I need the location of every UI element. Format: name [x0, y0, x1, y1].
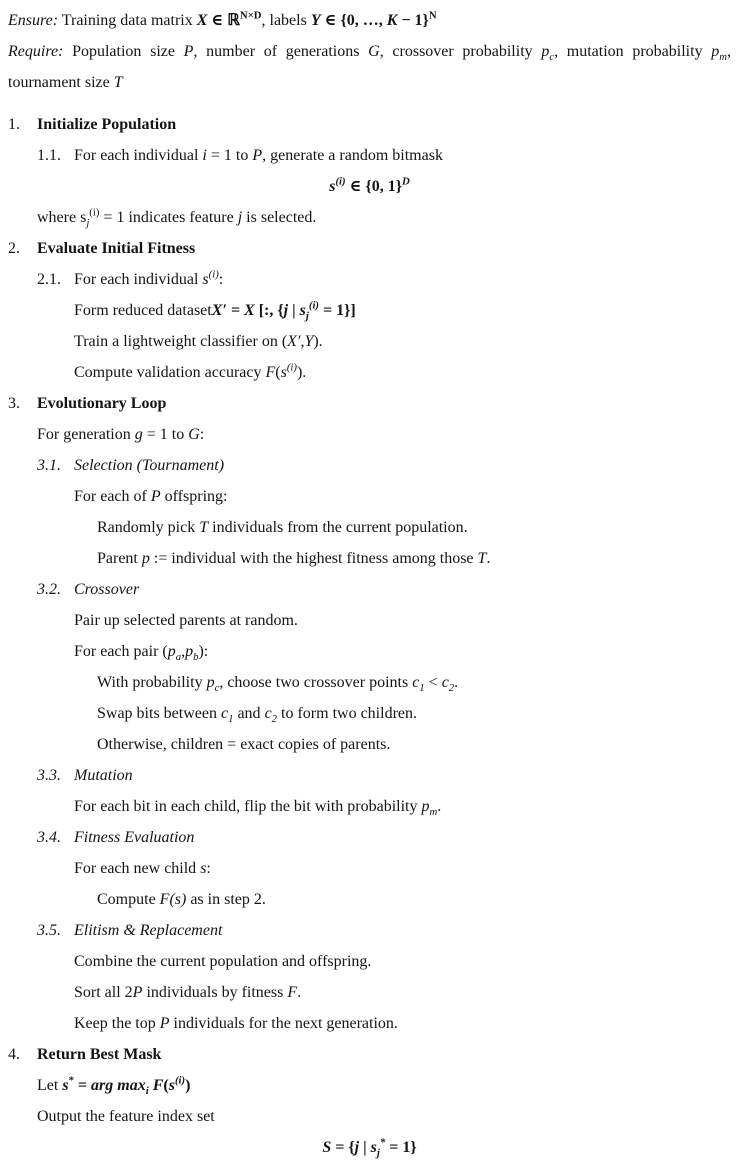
text-segment: Output the feature index set [37, 1108, 215, 1125]
text-segment: to form two children. [277, 705, 417, 722]
text-segment: [ [254, 302, 265, 319]
text-segment: Pair up selected parents at random. [74, 612, 298, 629]
text-segment: 2 [448, 682, 455, 695]
text-segment: Population size [63, 43, 184, 60]
text-segment: (i) [174, 1074, 186, 1087]
text-segment: P [252, 147, 263, 164]
text-segment: Crossover [74, 581, 140, 598]
text-segment: Compute validation accuracy [74, 364, 266, 381]
text-segment: ): [198, 643, 209, 660]
text-segment: , choose two crossover points [219, 674, 413, 691]
text-segment: ( [275, 364, 281, 381]
text-segment: p [711, 43, 720, 60]
text-segment: , [727, 43, 732, 60]
text-segment: T [477, 550, 487, 567]
text-segment: and [233, 705, 265, 722]
text-segment: c [549, 51, 555, 64]
step-3-2-heading [8, 574, 731, 605]
text-segment: s [299, 302, 306, 319]
text-segment: Mutation [74, 767, 133, 784]
text-segment: Training data matrix [58, 12, 197, 29]
text-segment: Initialize Population [37, 116, 177, 133]
text-segment: } [410, 1139, 417, 1156]
text-segment: = 1 to [142, 426, 189, 443]
text-segment: , [181, 643, 186, 660]
text-segment: p [541, 43, 550, 60]
crossover-points-line [8, 667, 731, 698]
validation-accuracy-line [8, 357, 731, 388]
argmax-line [8, 1070, 731, 1101]
parent-select-line [8, 543, 731, 574]
step-3-1-heading [8, 450, 731, 481]
text-segment: : [218, 271, 224, 288]
step-4-heading [8, 1039, 731, 1070]
text-segment: , number of generations [193, 43, 369, 60]
text-segment: For each individual [74, 147, 203, 164]
where-line [8, 202, 731, 233]
step-number: 3.5. [37, 922, 61, 939]
text-segment: Train a lightweight classifier on ( [74, 333, 288, 350]
text-segment: Swap bits between [97, 705, 221, 722]
text-segment: arg max [91, 1077, 146, 1094]
step-1-1-line [8, 140, 731, 171]
each-pair-line [8, 636, 731, 667]
text-segment: as in step 2. [186, 891, 266, 908]
step-number: 3. [8, 395, 20, 412]
text-segment: Selection (Tournament) [74, 457, 225, 474]
step-number: 2.1. [37, 271, 61, 288]
text-segment: For generation [37, 426, 135, 443]
text-segment: c [220, 705, 229, 722]
step-3-5-heading [8, 915, 731, 946]
text-segment: P [132, 984, 143, 1001]
text-segment: : [206, 860, 211, 877]
text-segment: is selected. [242, 209, 317, 226]
text-segment: (i) [308, 299, 319, 312]
text-segment: :, { [264, 302, 284, 319]
text-segment: s [329, 178, 336, 195]
require-line-2 [8, 67, 731, 98]
text-segment: G [368, 43, 380, 60]
text-segment: . [454, 674, 459, 691]
text-segment: T [199, 519, 209, 536]
text-segment: := individual with the highest fitness among those [149, 550, 478, 567]
text-segment: Parent [97, 550, 142, 567]
text-segment: p [421, 798, 430, 815]
text-segment: F [287, 984, 298, 1001]
text-segment: s [200, 860, 207, 877]
text-segment: = 1 [385, 1139, 411, 1156]
text-segment: X′ = X [211, 302, 255, 319]
text-segment: | [359, 1139, 371, 1156]
text-segment: 1 [228, 713, 234, 726]
text-segment: = 1 to [206, 147, 253, 164]
text-segment: ) [185, 1077, 191, 1094]
text-segment: = 1 indicates feature [99, 209, 238, 226]
text-segment: s [168, 1077, 175, 1094]
text-segment: Evolutionary Loop [37, 395, 167, 412]
text-segment: i [145, 1085, 149, 1098]
text-segment: F(s) [159, 891, 187, 908]
text-segment: With probability [97, 674, 207, 691]
text-segment: X′ [287, 333, 301, 350]
text-segment: P [183, 43, 194, 60]
text-segment: Combine the current population and offspring. [74, 953, 372, 970]
text-segment: 2 [271, 713, 278, 726]
text-segment: | [288, 302, 300, 319]
otherwise-line [8, 729, 731, 760]
text-segment: where s [37, 209, 87, 226]
text-segment: c [264, 705, 272, 722]
text-segment: Let [37, 1077, 63, 1094]
step-3-heading [8, 388, 731, 419]
text-segment: Keep the top [74, 1015, 160, 1032]
text-segment: . [297, 984, 302, 1001]
step-2-heading [8, 233, 731, 264]
step-number: 3.4. [37, 829, 61, 846]
text-segment: Y [310, 12, 321, 29]
text-segment: K [386, 12, 398, 29]
keep-top-line [8, 1008, 731, 1039]
bitmask-equation [8, 171, 731, 202]
text-segment: ). [313, 333, 323, 350]
compute-fitness-line [8, 884, 731, 915]
text-segment: ∈ {0, …, [320, 12, 387, 29]
text-segment: = { [331, 1139, 355, 1156]
text-segment: i [202, 147, 207, 164]
swap-bits-line [8, 698, 731, 729]
text-segment: m [719, 51, 728, 64]
text-segment: (i) [335, 175, 346, 188]
text-segment: S [322, 1139, 332, 1156]
step-1-heading [8, 109, 731, 140]
text-segment: For each bit in each child, flip the bit with probability [74, 798, 422, 815]
text-segment: Evaluate Initial Fitness [37, 240, 196, 257]
text-segment: Fitness Evaluation [74, 829, 195, 846]
text-segment: s [202, 271, 209, 288]
text-segment: g [134, 426, 143, 443]
text-segment: X [196, 12, 208, 29]
text-segment: F [265, 364, 276, 381]
text-segment: tournament size [8, 74, 114, 91]
text-segment: N [428, 9, 437, 22]
text-segment: G [188, 426, 200, 443]
step-number: 2. [8, 240, 20, 257]
offspring-line [8, 481, 731, 512]
step-number: 3.2. [37, 581, 61, 598]
text-segment: ( [163, 1077, 169, 1094]
text-segment: , labels [261, 12, 311, 29]
step-3-4-heading [8, 822, 731, 853]
pair-parents-line [8, 605, 731, 636]
step-number: 3.1. [37, 457, 61, 474]
text-segment: P [159, 1015, 170, 1032]
tournament-pick-line [8, 512, 731, 543]
text-segment: individuals by fitness [142, 984, 288, 1001]
text-segment: < [424, 674, 442, 691]
text-segment: offspring: [160, 488, 228, 505]
text-segment: j [354, 1139, 360, 1156]
text-segment: Form reduced dataset [74, 302, 212, 319]
text-segment: j [237, 209, 243, 226]
text-segment: : [199, 426, 205, 443]
text-segment: For each new child [74, 860, 201, 877]
text-segment: , [300, 333, 305, 350]
output-line [8, 1101, 731, 1132]
text-segment: = 1} [319, 302, 351, 319]
text-segment: Randomly pick [97, 519, 200, 536]
step-2-1-line [8, 264, 731, 295]
final-set-equation [8, 1132, 731, 1163]
text-segment: . [486, 550, 491, 567]
text-segment: T [113, 74, 123, 91]
text-segment: individuals from the current population. [208, 519, 468, 536]
text-segment: , generate a random bitmask [262, 147, 443, 164]
text-segment: c [412, 674, 420, 691]
text-segment: j [376, 1147, 380, 1160]
text-segment: j [86, 217, 90, 230]
text-segment: j [305, 310, 309, 323]
text-segment: ). [296, 364, 307, 381]
text-segment: Elitism & Replacement [74, 922, 223, 939]
text-segment: p [167, 643, 176, 660]
step-3-3-heading [8, 760, 731, 791]
text-segment: For each individual [74, 271, 203, 288]
text-segment: D [402, 175, 410, 188]
text-segment: Compute [97, 891, 160, 908]
reduced-dataset-line [8, 295, 731, 326]
text-segment: N×D [239, 9, 262, 22]
text-segment: Return Best Mask [37, 1046, 162, 1063]
text-segment: Ensure: [8, 12, 59, 29]
text-segment: * [68, 1074, 74, 1087]
text-segment: (i) [286, 361, 297, 374]
text-segment: j [283, 302, 289, 319]
text-segment: individuals for the next generation. [169, 1015, 398, 1032]
text-segment: , mutation probability [554, 43, 712, 60]
text-segment: a [175, 651, 182, 664]
text-segment: = [73, 1077, 92, 1094]
text-segment: (i) [208, 268, 219, 281]
generation-loop-line [8, 419, 731, 450]
require-line-1 [8, 36, 731, 67]
text-segment: Require: [8, 43, 64, 60]
text-segment: s [370, 1139, 377, 1156]
text-segment: Y [304, 333, 314, 350]
text-segment: P [150, 488, 161, 505]
flip-bit-line [8, 791, 731, 822]
text-segment: p [185, 643, 194, 660]
text-segment: * [379, 1136, 386, 1149]
text-segment: ∈ {0, 1} [345, 178, 403, 195]
text-segment: (i) [89, 206, 100, 219]
text-segment: For each pair ( [74, 643, 168, 660]
text-segment: Sort all 2 [74, 984, 133, 1001]
combine-line [8, 946, 731, 977]
text-segment: 1 [419, 682, 425, 695]
text-segment: − 1} [397, 12, 429, 29]
text-segment: , crossover probability [379, 43, 542, 60]
new-child-line [8, 853, 731, 884]
text-segment: b [193, 651, 199, 664]
text-segment: . [437, 798, 442, 815]
ensure-line [8, 5, 731, 36]
text-segment: m [429, 806, 438, 819]
text-segment: ∈ ℝ [207, 12, 240, 29]
text-segment: s [62, 1077, 69, 1094]
step-number: 1. [8, 116, 20, 133]
text-segment: s [280, 364, 287, 381]
text-segment: F [152, 1077, 164, 1094]
text-segment: c [214, 682, 220, 695]
step-number: 3.3. [37, 767, 61, 784]
text-segment: ] [350, 302, 356, 319]
step-number: 1.1. [37, 147, 61, 164]
text-segment: p [206, 674, 215, 691]
text-segment: c [441, 674, 449, 691]
step-number: 4. [8, 1046, 20, 1063]
sort-line [8, 977, 731, 1008]
text-segment: For each of [74, 488, 151, 505]
text-segment: Otherwise, children = exact copies of parents. [97, 736, 391, 753]
text-segment: p [141, 550, 150, 567]
train-classifier-line [8, 326, 731, 357]
